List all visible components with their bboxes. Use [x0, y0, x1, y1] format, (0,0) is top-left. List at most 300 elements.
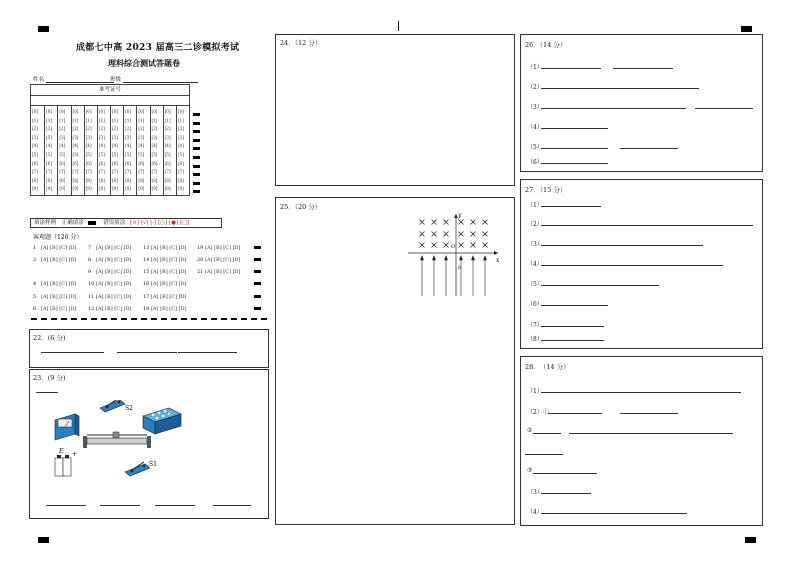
exam-id-bubble[interactable]: [2] [46, 126, 53, 132]
q28-answer-line[interactable] [533, 473, 597, 474]
exam-id-bubble[interactable]: [0] [32, 109, 38, 114]
exam-id-bubble[interactable]: [3] [125, 134, 132, 140]
q26-answer-line[interactable] [613, 68, 673, 69]
exam-id-bubble[interactable]: [9] [59, 186, 66, 192]
mcq-choices[interactable]: [A] [B] [C] [D] [96, 269, 132, 275]
exam-id-bubble[interactable]: [0] [72, 109, 79, 114]
exam-id-bubble[interactable]: [1] [46, 117, 53, 123]
q24-label: 24．（12 分） [280, 39, 322, 47]
exam-id-bubble[interactable]: [5] [151, 152, 158, 157]
mcq-choices[interactable]: [A] [B] [C] [D] [151, 294, 187, 300]
exam-id-bubble[interactable]: [2] [72, 126, 79, 132]
exam-id-bubble[interactable]: [5] [125, 152, 132, 157]
battery-plus-label: + [72, 451, 78, 458]
reg-mark-top-right [741, 26, 752, 32]
q27-answer-line[interactable] [541, 305, 608, 306]
exam-id-bubble[interactable]: [8] [98, 177, 105, 183]
separator-dashes [31, 318, 267, 320]
exam-id-bubble[interactable]: [8] [59, 177, 66, 183]
q22-label: 22．(6 分) [33, 334, 66, 342]
origin-label: O [451, 244, 456, 250]
exam-id-bubble[interactable]: [8] [85, 177, 92, 183]
mcq-choices[interactable]: [A] [B] [C] [D] [96, 245, 132, 251]
exam-id-bubble[interactable]: [6] [164, 160, 171, 166]
mcq-question[interactable] [33, 306, 77, 312]
exam-id-bubble[interactable]: [1] [164, 117, 171, 123]
q26-item-label: （6） [527, 159, 543, 166]
mcq-question[interactable] [88, 269, 132, 275]
timing-mark [254, 295, 261, 298]
mcq-question[interactable] [143, 257, 187, 263]
q28-answer-line[interactable] [525, 454, 563, 455]
mcq-number: 5 [33, 294, 37, 300]
q26-answer-line[interactable] [620, 148, 678, 149]
exam-id-bubble[interactable]: [5] [85, 152, 92, 157]
exam-id-bubble[interactable]: [9] [46, 186, 53, 192]
exam-id-bubble[interactable]: [5] [59, 152, 66, 157]
exam-id-bubble[interactable]: [6] [138, 160, 145, 166]
exam-id-bubble[interactable]: [9] [151, 186, 158, 192]
exam-id-bubble[interactable]: [7] [46, 169, 53, 175]
mcq-number: 10 [88, 281, 95, 287]
q28-answer-line[interactable] [541, 493, 591, 494]
mcq-question[interactable] [33, 294, 77, 300]
exam-id-bubble[interactable]: [3] [59, 134, 66, 140]
exam-id-bubble[interactable]: [6] [46, 160, 53, 166]
mcq-number: 13 [143, 245, 150, 251]
name-field[interactable] [33, 75, 114, 83]
exam-id-bubble[interactable]: [7] [32, 169, 38, 175]
exam-id-bubble[interactable]: [5] [164, 152, 171, 157]
exam-id-bubble[interactable]: [9] [164, 186, 171, 192]
reg-mark-top-left [38, 26, 49, 32]
mcq-choices[interactable]: [A] [B] [C] [D] [41, 306, 77, 312]
exam-id-bubble[interactable]: [8] [177, 177, 184, 183]
exam-id-bubble[interactable]: [2] [112, 126, 118, 132]
class-field[interactable] [110, 75, 198, 83]
axis-y-label: y [458, 212, 462, 219]
exam-id-bubble[interactable]: [0] [164, 109, 171, 114]
q26-box [520, 34, 763, 172]
q26-answer-line[interactable] [541, 108, 686, 109]
mcq-question[interactable] [33, 281, 77, 287]
exam-id-bubble[interactable]: [5] [138, 152, 145, 157]
exam-id-bubble[interactable]: [7] [164, 169, 171, 175]
mcq-number: 9 [88, 269, 92, 275]
exam-id-bubble[interactable]: [0] [151, 109, 158, 114]
exam-id-digit-column[interactable] [123, 106, 136, 196]
exam-id-bubble[interactable]: [4] [85, 143, 92, 149]
exam-id-bubble[interactable]: [0] [98, 109, 105, 114]
q27-box [520, 179, 763, 349]
q26-label: 26．（14 分） [525, 41, 567, 49]
q22-box [29, 329, 269, 368]
mcq-question[interactable] [143, 281, 187, 287]
q26-item-label: （3） [527, 104, 543, 111]
mcq-choices[interactable]: [A] [B] [C] [D] [151, 281, 187, 287]
exam-id-digit-column[interactable] [97, 106, 110, 196]
exam-id-bubble[interactable]: [4] [46, 143, 53, 149]
mcq-question[interactable] [143, 245, 187, 251]
mcq-question[interactable] [88, 306, 132, 312]
mcq-choices[interactable]: [A] [B] [C] [D] [205, 269, 241, 275]
exam-id-digit-column[interactable] [31, 106, 44, 196]
exam-id-digit-column[interactable] [150, 106, 163, 196]
mcq-question[interactable] [197, 257, 241, 263]
mcq-number: 1 [33, 245, 37, 251]
timing-mark [193, 173, 200, 176]
exam-id-bubble[interactable]: [4] [72, 143, 79, 149]
exam-id-bubble[interactable]: [5] [32, 152, 38, 157]
field-arrow [421, 256, 424, 260]
q25-box[interactable] [275, 197, 515, 525]
mcq-choices[interactable]: [A] [B] [C] [D] [151, 269, 187, 275]
exam-id-bubble[interactable]: [2] [85, 126, 92, 132]
exam-id-bubble[interactable]: [0] [112, 109, 118, 114]
q26-answer-line[interactable] [695, 108, 753, 109]
exam-id-bubble[interactable]: [2] [32, 126, 38, 132]
q27-item-label: （1） [527, 202, 543, 209]
exam-id-grid [30, 84, 190, 196]
exam-id-bubble[interactable]: [4] [59, 143, 66, 149]
mcq-question[interactable] [197, 269, 241, 275]
exam-id-bubble[interactable]: [3] [32, 134, 38, 140]
q26-answer-line[interactable] [541, 128, 608, 129]
q28-answer-line[interactable] [620, 413, 678, 414]
q24-box[interactable] [275, 34, 515, 186]
mcq-choices[interactable]: [A] [B] [C] [D] [41, 294, 77, 300]
exam-id-bubble[interactable]: [4] [138, 143, 145, 149]
q23-label: 23．(9 分) [33, 374, 66, 382]
exam-id-bubble[interactable]: [4] [112, 143, 118, 149]
exam-id-bubble[interactable]: [9] [177, 186, 184, 192]
exam-id-bubble[interactable]: [6] [98, 160, 105, 166]
mcq-question[interactable] [143, 269, 187, 275]
exam-id-bubble[interactable]: [1] [125, 117, 132, 123]
exam-id-bubble[interactable]: [0] [177, 109, 184, 114]
exam-id-digit-column[interactable] [44, 106, 57, 196]
mcq-number: 18 [143, 306, 150, 312]
exam-id-bubble[interactable]: [5] [112, 152, 118, 157]
q27-item-label: （7） [527, 322, 543, 329]
q27-item-label: （5） [527, 281, 543, 288]
timing-mark [193, 122, 200, 125]
exam-id-bubble[interactable]: [9] [125, 186, 132, 192]
exam-id-bubble[interactable]: [7] [72, 169, 79, 175]
q27-answer-line[interactable] [541, 285, 659, 286]
q23-answer-0[interactable] [36, 392, 58, 393]
timing-mark [193, 165, 200, 168]
mcq-choices[interactable]: [A] [B] [C] [D] [41, 281, 77, 287]
exam-id-entry-row[interactable] [31, 96, 189, 106]
q26-answer-line[interactable] [541, 148, 608, 149]
exam-id-bubble[interactable]: [9] [85, 186, 92, 192]
mcq-number: 2 [33, 257, 37, 263]
q28-answer-line[interactable] [541, 513, 687, 514]
q26-answer-line[interactable] [541, 163, 608, 164]
exam-id-bubble[interactable]: [4] [125, 143, 132, 149]
correct-fill-mark [88, 221, 96, 225]
mcq-choices[interactable]: [A] [B] [C] [D] [96, 294, 132, 300]
timing-mark [193, 113, 200, 116]
exam-id-bubble[interactable]: [1] [72, 117, 79, 123]
mcq-choices[interactable]: [A] [B] [C] [D] [151, 245, 187, 251]
q26-answer-line[interactable] [541, 88, 699, 89]
reg-mark-bottom-left [38, 537, 49, 543]
mcq-choices[interactable]: [A] [B] [C] [D] [151, 257, 187, 263]
rheostat-icon [83, 432, 151, 448]
exam-id-bubble[interactable]: [6] [177, 160, 184, 166]
timing-mark [254, 270, 261, 273]
answer-sheet-title: 理科综合测试答题卷 [108, 58, 180, 68]
exam-id-bubble[interactable]: [7] [177, 169, 184, 175]
exam-id-bubble[interactable]: [2] [151, 126, 158, 132]
mcq-question[interactable] [88, 294, 132, 300]
exam-id-bubble[interactable]: [9] [32, 186, 38, 192]
exam-id-bubble[interactable]: [2] [177, 126, 184, 132]
exam-id-bubble[interactable]: [8] [32, 177, 38, 183]
exam-id-bubble[interactable]: [6] [125, 160, 132, 166]
exam-id-bubble[interactable]: [9] [72, 186, 79, 192]
exam-id-digit-column[interactable] [110, 106, 123, 196]
exam-id-bubble[interactable]: [1] [151, 117, 158, 123]
mcq-choices[interactable]: [A] [B] [C] [D] [41, 257, 77, 263]
exam-id-bubble[interactable]: [3] [177, 134, 184, 140]
exam-id-bubble[interactable]: [7] [59, 169, 66, 175]
timing-mark [193, 130, 200, 133]
exam-id-bubble[interactable]: [8] [112, 177, 118, 183]
exam-id-bubble[interactable]: [2] [125, 126, 132, 132]
mcq-number: 21 [197, 269, 204, 275]
exam-id-bubble[interactable]: [9] [112, 186, 118, 192]
exam-id-bubble[interactable]: [8] [138, 177, 145, 183]
mcq-question[interactable] [33, 257, 77, 263]
exam-id-bubble[interactable]: [0] [85, 109, 92, 114]
q23-answer-1[interactable] [46, 505, 86, 506]
timing-mark [254, 258, 261, 261]
exam-id-bubble[interactable]: [9] [98, 186, 105, 192]
exam-id-bubble[interactable]: [2] [164, 126, 171, 132]
q27-answer-line[interactable] [541, 326, 604, 327]
q26-item-label: （1） [527, 64, 543, 71]
exam-id-bubble[interactable]: [6] [59, 160, 66, 166]
switch-s2-icon [100, 400, 125, 412]
exam-id-bubble[interactable]: [5] [177, 152, 184, 157]
q23-answer-4[interactable] [213, 505, 251, 506]
exam-id-bubble[interactable]: [8] [72, 177, 79, 183]
q27-answer-line[interactable] [541, 265, 723, 266]
exam-id-bubble[interactable]: [7] [151, 169, 158, 175]
exam-id-bubble[interactable]: [5] [46, 152, 53, 157]
exam-id-bubble[interactable]: [3] [138, 134, 145, 140]
field-arrow [484, 256, 487, 260]
exam-id-bubble[interactable]: [4] [177, 143, 184, 149]
exam-id-digit-column[interactable] [136, 106, 149, 196]
q23-box [29, 369, 269, 519]
exam-id-bubble[interactable]: [1] [98, 117, 105, 123]
switch-s1-icon [125, 462, 150, 476]
exam-id-bubble[interactable]: [5] [72, 152, 79, 157]
mcq-choices[interactable]: [A] [B] [C] [D] [205, 257, 241, 263]
q27-item-label: （8） [527, 336, 543, 343]
exam-id-bubble[interactable]: [4] [151, 143, 158, 149]
mcq-number: 11 [88, 294, 95, 300]
exam-id-bubble[interactable]: [4] [32, 143, 38, 149]
exam-id-bubble[interactable]: [9] [138, 186, 145, 192]
mcq-choices[interactable]: [A] [B] [C] [D] [205, 245, 241, 251]
class-label: 班级 [110, 77, 122, 83]
exam-id-digit-column[interactable] [71, 106, 84, 196]
exam-id-bubble[interactable]: [4] [98, 143, 105, 149]
mcq-number: 12 [88, 306, 95, 312]
timing-mark [193, 182, 200, 185]
q27-label: 27．（15 分） [525, 186, 567, 194]
q22-answer-3[interactable] [178, 352, 237, 353]
mcq-question[interactable] [33, 245, 77, 251]
q27-answer-line[interactable] [541, 206, 601, 207]
exam-id-bubble[interactable]: [6] [72, 160, 79, 166]
exam-id-bubble[interactable]: [7] [138, 169, 145, 175]
exam-id-bubble[interactable]: [1] [177, 117, 184, 123]
exam-id-bubble[interactable]: [6] [112, 160, 118, 166]
q27-answer-line[interactable] [541, 340, 604, 341]
name-label: 姓名 [33, 77, 45, 83]
exam-id-bubble[interactable]: [1] [59, 117, 66, 123]
exam-id-digit-column[interactable] [57, 106, 70, 196]
exam-id-bubble[interactable]: [7] [85, 169, 92, 175]
reg-mark-bottom-right [745, 537, 756, 543]
q28-answer-line[interactable] [541, 392, 741, 393]
mcq-question[interactable] [88, 245, 132, 251]
exam-id-bubble[interactable]: [8] [164, 177, 171, 183]
exam-id-bubble[interactable]: [3] [46, 134, 53, 140]
q25-label: 25．（20 分） [280, 203, 322, 211]
objective-label: 客观题（126 分） [33, 234, 83, 241]
exam-id-bubble[interactable]: [2] [59, 126, 66, 132]
field-arrow [460, 256, 463, 260]
b-label: b [458, 265, 462, 271]
q27-answer-line[interactable] [541, 245, 703, 246]
exam-id-bubble[interactable]: [7] [112, 169, 118, 175]
exam-id-bubble[interactable]: [3] [164, 134, 171, 140]
wrong-fill-label: 错误填涂 [103, 220, 126, 226]
q28-item-label: ③ [527, 467, 533, 474]
timing-mark [193, 190, 200, 193]
exam-id-bubble[interactable]: [3] [112, 134, 118, 140]
q28-answer-line[interactable] [569, 433, 733, 434]
resistance-box-icon [143, 408, 181, 434]
exam-id-bubble[interactable]: [8] [125, 177, 132, 183]
exam-id-bubble[interactable]: [0] [125, 109, 132, 114]
battery-e-label: E [59, 448, 64, 455]
mcq-number: 8 [88, 257, 92, 263]
mcq-choices[interactable]: [A] [B] [C] [D] [151, 306, 187, 312]
exam-id-bubble[interactable]: [8] [151, 177, 158, 183]
mcq-choices[interactable]: [A] [B] [C] [D] [96, 306, 132, 312]
exam-id-bubble[interactable]: [2] [98, 126, 105, 132]
mcq-question[interactable] [143, 306, 187, 312]
circuit-apparatus-diagram [45, 400, 215, 485]
mcq-question[interactable] [88, 281, 132, 287]
field-arrow [433, 256, 436, 260]
q23-answer-2[interactable] [100, 505, 140, 506]
mcq-choices[interactable]: [A] [B] [C] [D] [41, 245, 77, 251]
wrong-fill-symbols: [×] [√] [-] [○] [●] [□] [130, 220, 190, 226]
mcq-number: 6 [33, 306, 37, 312]
mcq-choices[interactable]: [A] [B] [C] [D] [96, 281, 132, 287]
exam-id-digit-column[interactable] [163, 106, 176, 196]
exam-id-bubble[interactable]: [3] [72, 134, 79, 140]
timing-mark [193, 156, 200, 159]
q28-item-label: （3） [527, 489, 543, 496]
mcq-question[interactable] [88, 257, 132, 263]
exam-id-bubble[interactable]: [6] [151, 160, 158, 166]
exam-id-bubble[interactable]: [2] [138, 126, 145, 132]
exam-id-bubble[interactable]: [3] [85, 134, 92, 140]
q27-answer-line[interactable] [541, 225, 753, 226]
parallel-field-lines [421, 256, 487, 296]
mcq-number: 17 [143, 294, 150, 300]
exam-id-bubble[interactable]: [6] [85, 160, 92, 166]
field-arrow [445, 256, 448, 260]
s2-label: S2 [125, 405, 133, 412]
q26-answer-line[interactable] [541, 68, 601, 69]
timing-mark [254, 307, 261, 310]
s1-label: S1 [149, 461, 157, 468]
q28-item-label: ② [527, 427, 533, 434]
exam-id-bubble[interactable]: [1] [138, 117, 145, 123]
exam-id-digit-column[interactable] [176, 106, 189, 196]
fill-example-label: 填涂样例 [34, 220, 57, 226]
mcq-number: 4 [33, 281, 37, 287]
battery-icon [55, 455, 71, 476]
fold-mark-top [398, 21, 399, 31]
q28-box [520, 356, 763, 526]
mcq-question[interactable] [143, 294, 187, 300]
exam-id-bubble[interactable]: [7] [125, 169, 132, 175]
exam-id-bubble[interactable]: [5] [98, 152, 105, 157]
mcq-number: 19 [197, 245, 204, 251]
exam-id-bubble[interactable]: [1] [112, 117, 118, 123]
exam-id-bubble[interactable]: [6] [32, 160, 38, 166]
mcq-number: 14 [143, 257, 150, 263]
q27-item-label: （4） [527, 261, 543, 268]
timing-mark [254, 282, 261, 285]
exam-id-bubble[interactable]: [0] [46, 109, 53, 114]
exam-id-bubble[interactable]: [4] [164, 143, 171, 149]
exam-id-bubble[interactable]: [3] [151, 134, 158, 140]
q28-answer-line[interactable] [548, 413, 602, 414]
mcq-choices[interactable]: [A] [B] [C] [D] [96, 257, 132, 263]
q22-answer-2[interactable] [117, 352, 177, 353]
exam-id-bubble[interactable]: [1] [32, 117, 38, 123]
q22-answer-1[interactable] [41, 352, 104, 353]
exam-id-digit-column[interactable] [84, 106, 97, 196]
exam-id-bubble[interactable]: [8] [46, 177, 53, 183]
exam-id-bubble[interactable]: [1] [85, 117, 92, 123]
exam-title: 成都七中高 2023 届高三二诊模拟考试 [76, 43, 240, 53]
mcq-question[interactable] [197, 245, 241, 251]
exam-id-bubble[interactable]: [3] [98, 134, 105, 140]
q23-answer-3[interactable] [155, 505, 195, 506]
timing-mark [193, 147, 200, 150]
exam-id-bubble[interactable]: [7] [98, 169, 105, 175]
exam-id-bubble[interactable]: [0] [138, 109, 145, 114]
q28-answer-line[interactable] [533, 433, 561, 434]
exam-id-bubble[interactable]: [0] [59, 109, 66, 114]
exam-id-label: 准考证号 [31, 86, 189, 96]
mcq-number: 20 [197, 257, 204, 263]
